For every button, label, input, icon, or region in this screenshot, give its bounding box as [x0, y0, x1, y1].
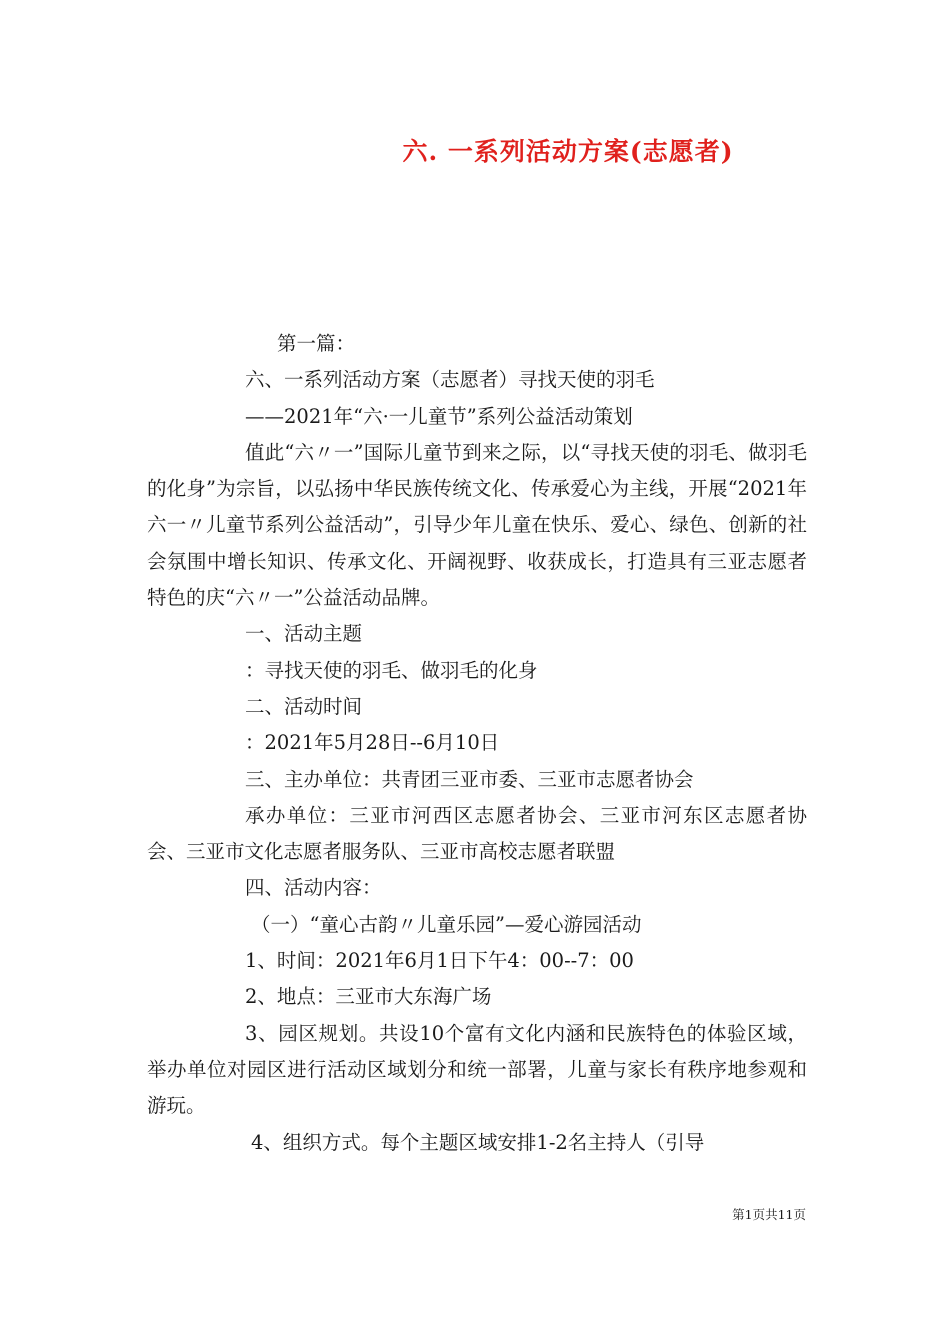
section-label: 第一篇：	[277, 332, 356, 355]
heading-line: 四、活动内容：	[245, 876, 382, 900]
heading-line: 二、活动时间	[245, 694, 363, 718]
body-line: ：2021年5月28日--6月10日	[245, 731, 500, 755]
subtitle-line: ——2021年“六·一儿童节”系列公益活动策划	[245, 404, 633, 428]
body-paragraph: 4、组织方式。每个主题区域安排1-2名主持人（引导	[251, 1130, 705, 1154]
body-line: 2、地点：三亚市大东海广场	[245, 985, 492, 1009]
body-paragraph: 3、园区规划。共设10个富有文化内涵和民族特色的体验区域，举办单位对园区进行活动区域划分和统一部署，儿童与家长有秩序地参观和游玩。	[147, 1021, 807, 1118]
document-body	[147, 326, 807, 1161]
body-paragraph: 值此“六〃一”国际儿童节到来之际，以“寻找天使的羽毛、做羽毛的化身”为宗旨，以弘扬中华民族传统文化、传承爱心为主线，开展“2021年六一〃儿童节系列公益活动”，引导少年儿童在快乐、爱心、绿色、创新的社会氛围中增长知识、传承文化、开阔视野、收获成长，打造具有三亚志愿者特色的庆“六〃一”公益活动品牌。	[147, 440, 807, 610]
page-footer: 第1页共11页	[732, 1207, 806, 1222]
body-line: ：寻找天使的羽毛、做羽毛的化身	[245, 658, 538, 682]
body-line: 三、主办单位：共青团三亚市委、三亚市志愿者协会	[245, 767, 694, 791]
heading-line: 一、活动主题	[245, 622, 363, 646]
subtitle-line: 六、一系列活动方案（志愿者）寻找天使的羽毛	[245, 368, 655, 392]
body-line: （一）“童心古韵〃儿童乐园”—爱心游园活动	[251, 912, 642, 936]
document-title: 六. 一系列活动方案(志愿者)	[402, 137, 734, 166]
body-paragraph: 承办单位：三亚市河西区志愿者协会、三亚市河东区志愿者协会、三亚市文化志愿者服务队、三亚市高校志愿者联盟	[147, 803, 807, 864]
body-line: 1、时间：2021年6月1日下午4：00--7：00	[245, 949, 634, 973]
